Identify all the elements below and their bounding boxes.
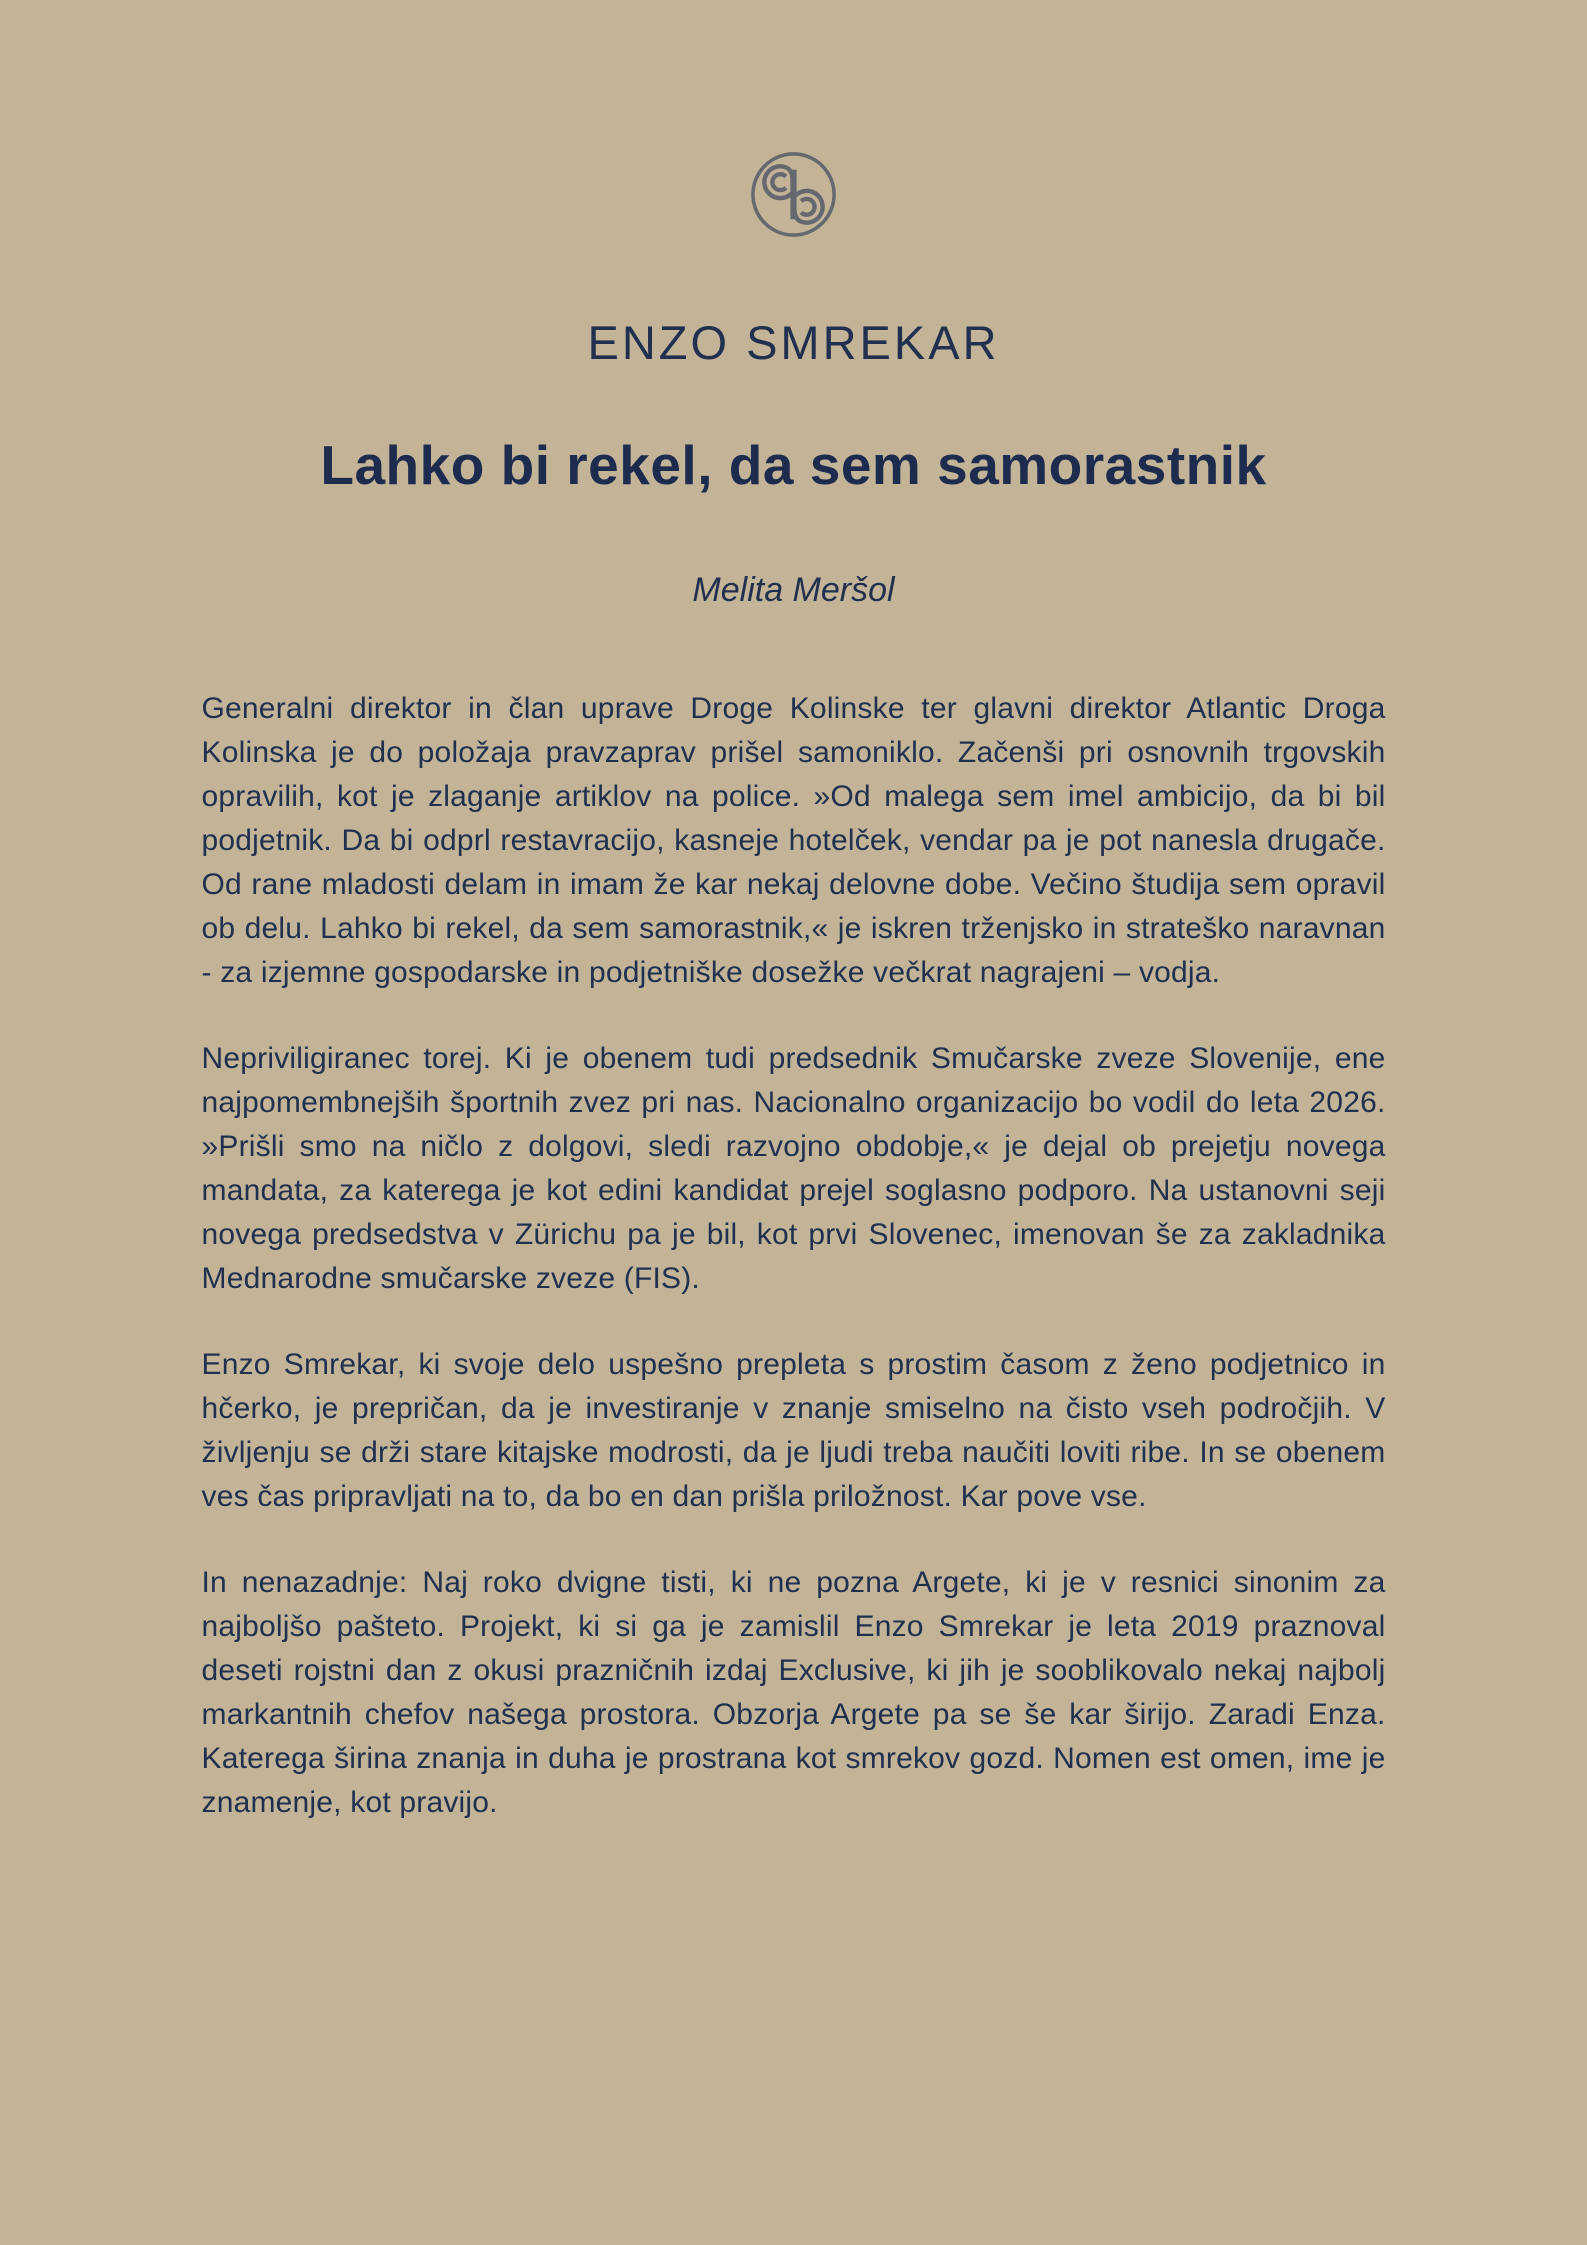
author-name-title: ENZO SMREKAR (587, 316, 1000, 369)
paragraph: Enzo Smrekar, ki svoje delo uspešno prepleta s prostim časom z ženo podjetnico in hčerko, je prepričan, da je investiranje v znanje smiselno na čisto vseh področjih. V življenju se drži stare kitajske modrosti, da je ljudi treba naučiti loviti ribe. In se obenem ves čas pripravljati na to, da bo en dan prišla priložnost. Kar pove vse. (201, 1348, 1386, 1513)
paragraph: Nepriviligiranec torej. Ki je obenem tudi predsednik Smučarske zveze Slovenije, ene najpomembnejših športnih zvez pri nas. Nacionalno organizacijo bo vodil do leta 2026. »Prišli smo na ničlo z dolgovi, sledi razvojno obdobje,« je dejal ob prejetju novega mandata, za katerega je kot edini kandidat prejel soglasno podporo. Na ustanovni seji novega predsedstva v Zürichu pa je bil, kot prvi Slovenec, imenovan še za zakladnika Mednarodne smučarske zveze (FIS). (201, 1042, 1386, 1295)
article-body (202, 687, 1386, 1825)
article-byline: Melita Meršol (692, 571, 895, 609)
article-headline: Lahko bi rekel, da sem samorastnik (320, 434, 1267, 496)
paragraph: In nenazadnje: Naj roko dvigne tisti, ki ne pozna Argete, ki je v resnici sinonim za najboljšo pašteto. Projekt, ki si ga je zamislil Enzo Smrekar je leta 2019 praznoval deseti rojstni dan z okusi prazničnih izdaj Exclusive, ki jih je sooblikovalo nekaj najbolj markantnih chefov našega prostora. Obzorja Argete pa se še kar širijo. Zaradi Enza. Katerega širina znanja in duha je prostrana kot smrekov gozd. Nomen est omen, ime je znamenje, kot pravijo. (201, 1566, 1386, 1819)
logo-container (0, 0, 1587, 243)
cb-monogram-circle-icon (745, 146, 842, 243)
paragraph: Generalni direktor in član uprave Droge Kolinske ter glavni direktor Atlantic Droga Kolinska je do položaja pravzaprav prišel samoniklo. Začenši pri osnovnih trgovskih opravilih, kot je zlaganje artiklov na police. »Od malega sem imel ambicijo, da bi bil podjetnik. Da bi odprl restavracijo, kasneje hotelček, vendar pa je pot nanesla drugače. Od rane mladosti delam in imam že kar nekaj delovne dobe. Večino študija sem opravil ob delu. Lahko bi rekel, da sem samorastnik,« je iskren trženjsko in strateško naravnan - za izjemne gospodarske in podjetniške dosežke večkrat nagrajeni – vodja. (201, 692, 1386, 989)
